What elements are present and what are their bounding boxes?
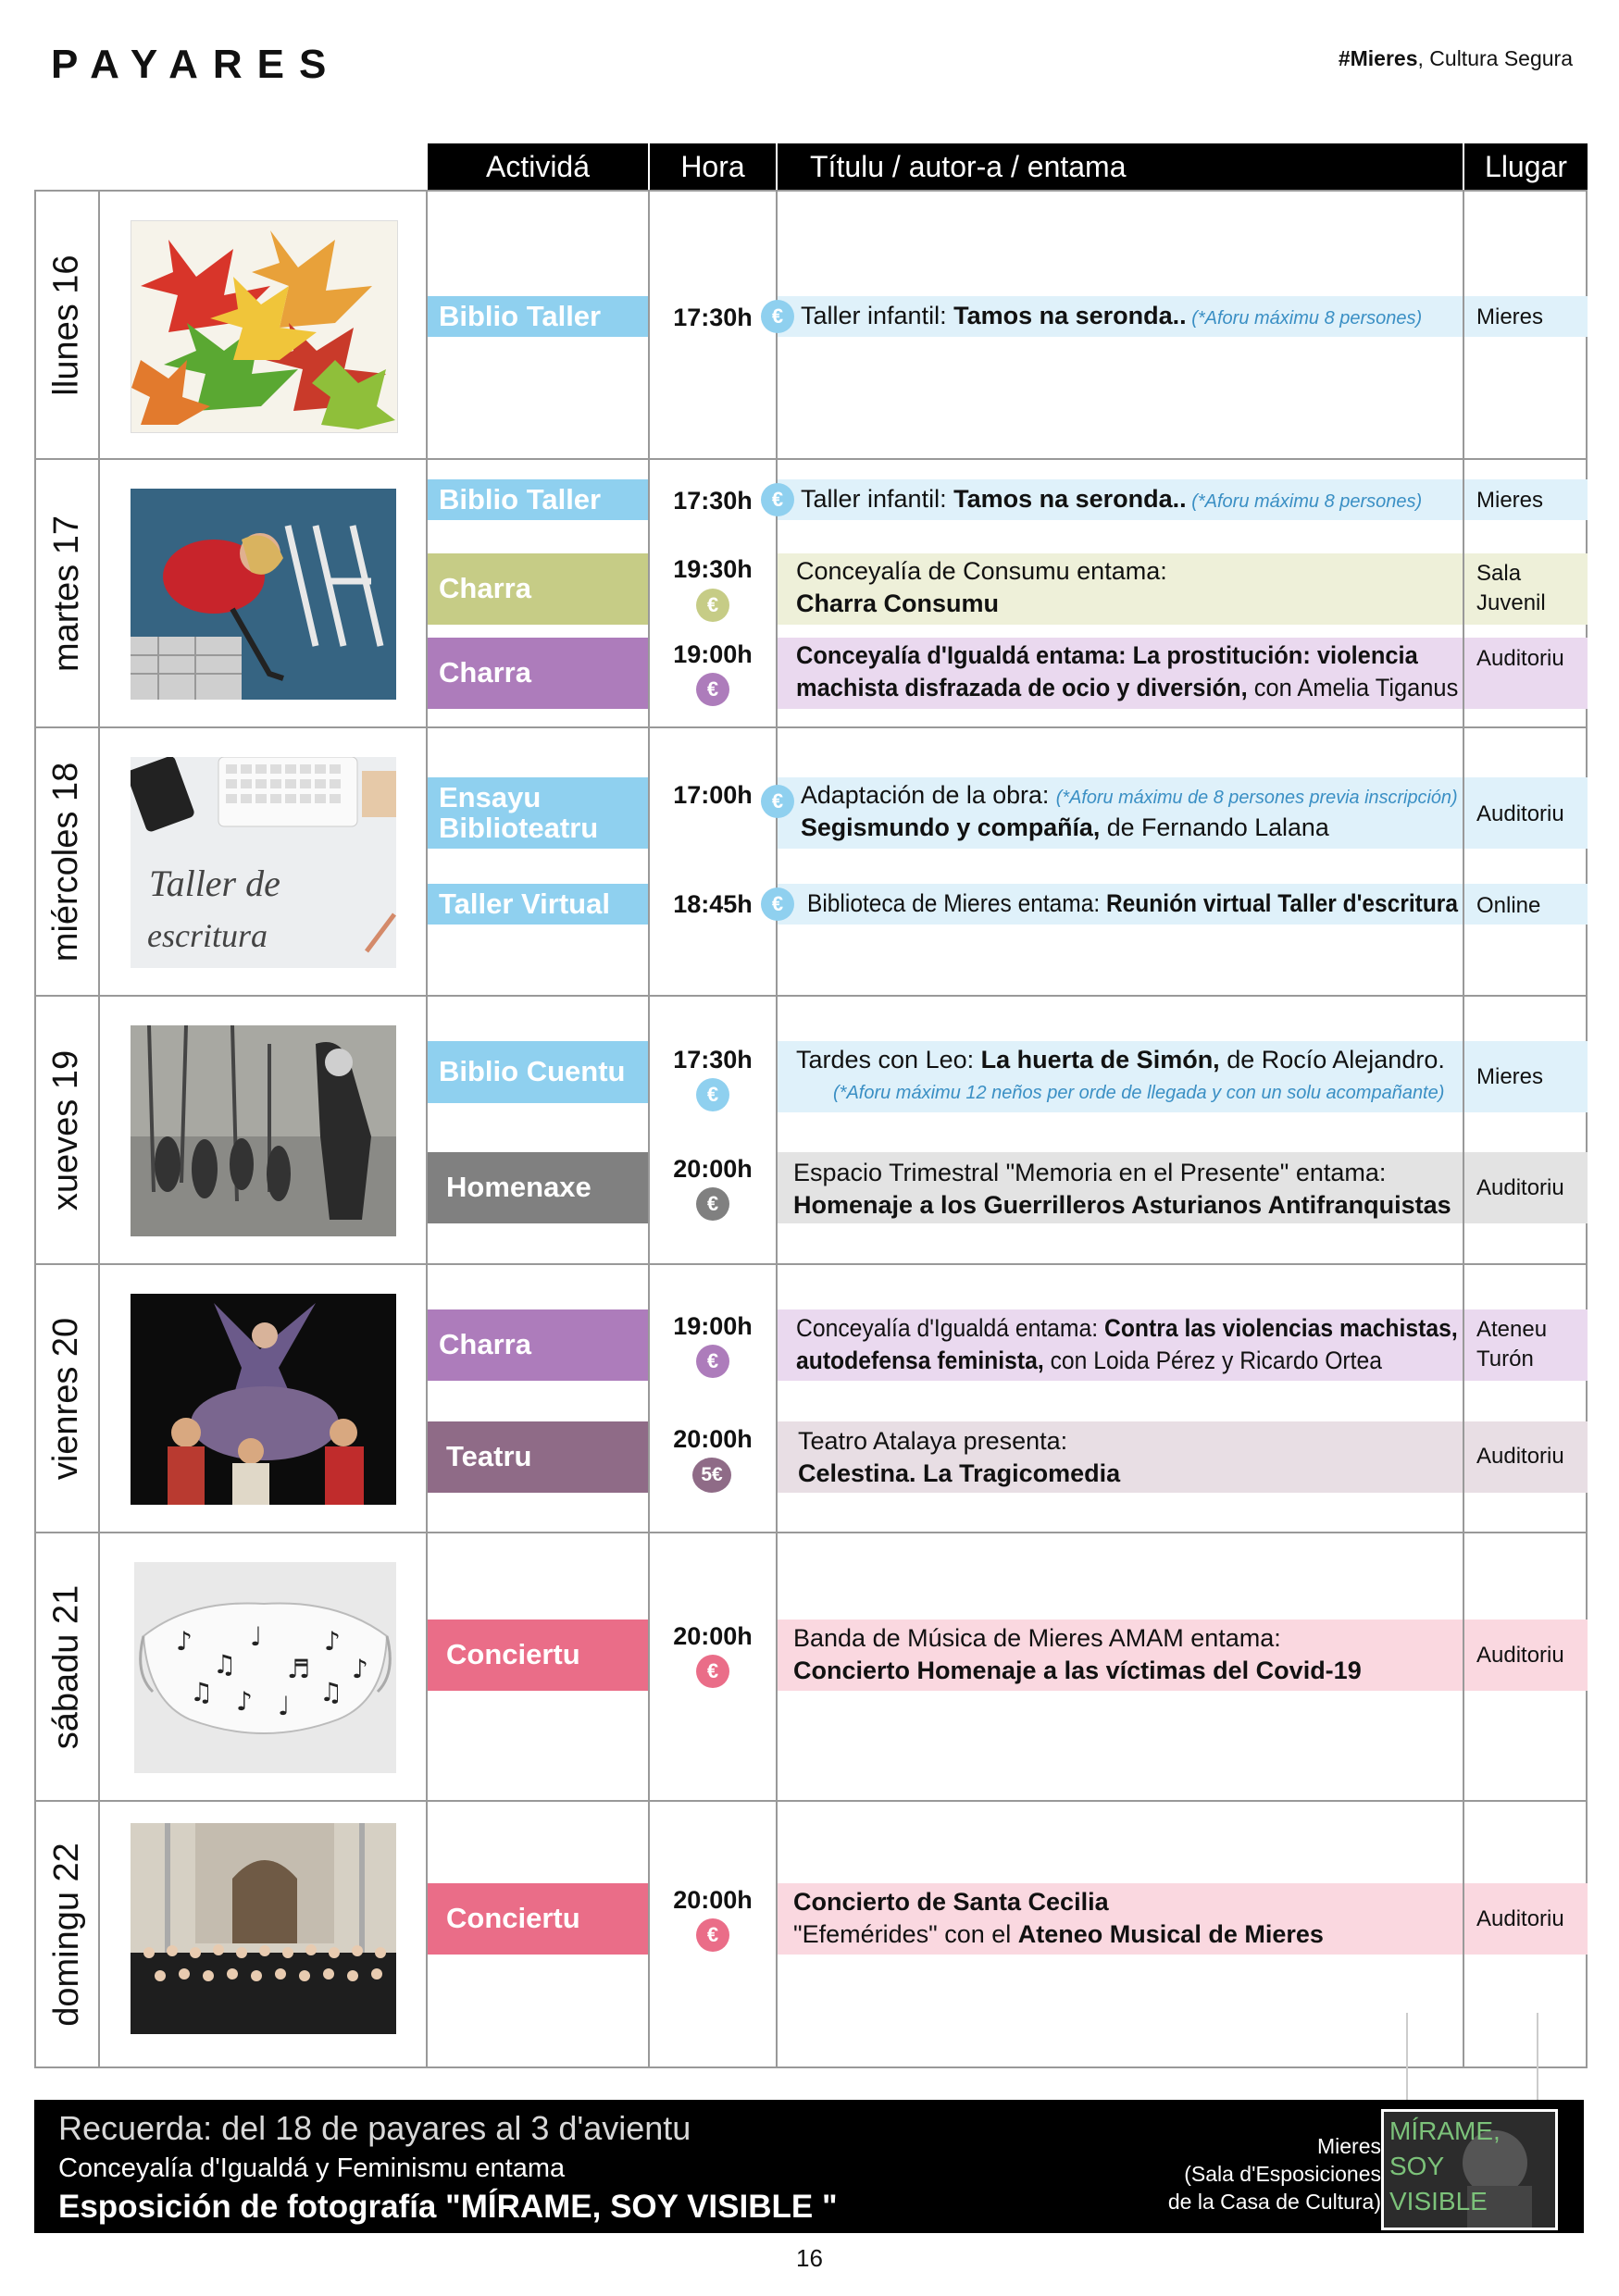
day-label: xueves 19	[46, 1049, 86, 1210]
grid-line	[34, 458, 1588, 460]
event-place: Auditoriu	[1476, 646, 1564, 671]
column-header-title: Títulu / autor-a / entama	[778, 143, 1463, 190]
svg-text:♪: ♪	[352, 1654, 368, 1684]
free-icon: €	[696, 1345, 729, 1378]
grid-line	[34, 995, 1588, 997]
event-title: Adaptación de la obra: (*Aforu máximu de 8 persones previa inscripción) Segismundo y compañía, de Fernando Lalana	[801, 781, 1458, 842]
day-label: domingu 22	[46, 1842, 86, 2027]
event-time: 20:00h	[673, 1425, 753, 1453]
price-icon: 5€	[692, 1458, 731, 1493]
grid-line	[34, 726, 1588, 728]
tagline-text: , Cultura Segura	[1417, 46, 1573, 70]
day-label: vienres 20	[46, 1317, 86, 1480]
event-title: Conceyalía d'Igualdá entama: La prostitución: violencia machista disfrazada de ocio y diversión, con Amelia Tiganus	[796, 641, 1459, 702]
grid-line	[34, 1532, 1588, 1533]
footer-dates: Recuerda: del 18 de payares al 3 d'avientu	[58, 2109, 691, 2147]
column-header-time: Hora	[650, 143, 776, 190]
grid-line	[1586, 190, 1588, 2066]
grid-line	[34, 1263, 1588, 1265]
footer-exhibition-title: Esposición de fotografía "MÍRAME, SOY VISIBLE "	[58, 2189, 838, 2225]
event-time: 19:00h	[673, 640, 753, 668]
event-time: 18:45h	[673, 890, 753, 918]
free-icon: €	[761, 785, 794, 818]
page-number: 16	[796, 2244, 823, 2272]
event-place: Auditoriu	[1476, 1175, 1564, 1200]
grid-line	[1463, 190, 1464, 2066]
poster-text-3: VISIBLE	[1389, 2187, 1488, 2215]
event-place: Auditoriu	[1476, 1906, 1564, 1931]
music-mask-image	[134, 1562, 396, 1773]
svg-text:♫: ♫	[213, 1649, 237, 1680]
free-icon: €	[761, 483, 794, 516]
svg-text:♪: ♪	[324, 1626, 341, 1657]
event-place: Auditoriu	[1476, 1643, 1564, 1668]
activity-biblio-cuentu: Biblio Cuentu	[428, 1041, 648, 1103]
free-icon: €	[696, 589, 729, 622]
taller-escritura-image	[131, 757, 396, 968]
event-time: 19:30h	[673, 555, 753, 583]
day-label: martes 17	[46, 515, 86, 672]
event-note: (*Aforu máximu 12 neños per orde de llegada y con un solu acompañante)	[833, 1083, 1445, 1103]
event-place: Auditoriu	[1476, 801, 1564, 826]
event-title: Taller infantil: Tamos na seronda.. (*Aforu máximu 8 persones)	[801, 302, 1423, 329]
event-title: Tardes con Leo: La huerta de Simón, de Rocío Alejandro.	[796, 1046, 1445, 1074]
free-icon: €	[761, 887, 794, 921]
footer-place: Mieres (Sala d'Esposiciones de la Casa de Cultura)	[1167, 2134, 1381, 2214]
grid-line	[34, 1800, 1588, 1802]
event-place: Sala Juvenil	[1476, 561, 1546, 616]
event-time: 17:30h	[673, 304, 753, 331]
svg-text:♩: ♩	[278, 1691, 291, 1721]
event-place: Mieres	[1476, 488, 1544, 513]
taller-image-text-1: Taller de	[149, 863, 280, 904]
free-icon: €	[761, 300, 794, 333]
column-header-place: Llugar	[1464, 143, 1588, 190]
svg-text:♫: ♫	[190, 1677, 214, 1707]
activity-charra: Charra	[428, 553, 648, 625]
event-time: 20:00h	[673, 1155, 753, 1183]
guerrilla-mural-image	[131, 1025, 396, 1236]
free-icon: €	[696, 673, 729, 706]
free-icon: €	[696, 1655, 729, 1688]
event-title: Conceyalía d'Igualdá entama: Contra las violencias machistas, autodefensa feminista, con Loida Pérez y Ricardo Ortea	[796, 1314, 1458, 1375]
taller-image-text-2: escritura	[147, 917, 268, 954]
svg-text:♩: ♩	[250, 1621, 263, 1652]
svg-text:♬: ♬	[287, 1654, 311, 1684]
svg-text:♪: ♪	[236, 1686, 253, 1717]
day-label: llunes 16	[46, 254, 86, 396]
exhibition-poster	[1381, 2109, 1558, 2230]
event-title: Espacio Trimestral "Memoria en el Presente" entama: Homenaje a los Guerrilleros Asturianos Antifranquistas	[793, 1159, 1451, 1220]
activity-ensayu-biblioteatru: Ensayu Biblioteatru	[428, 777, 648, 849]
tagline-hashtag: #Mieres	[1338, 46, 1418, 70]
column-header-activity: Actividá	[428, 143, 648, 190]
event-place: Ateneu Turón	[1476, 1317, 1548, 1372]
event-title: Concierto de Santa Cecilia "Efemérides" con el Ateneo Musical de Mieres	[793, 1888, 1324, 1949]
footer-banner	[34, 2100, 1584, 2233]
autumn-leaves-image	[131, 220, 398, 433]
theatre-stage-image	[131, 1294, 396, 1505]
day-label: miércoles 18	[46, 762, 86, 962]
activity-taller-virtual: Taller Virtual	[428, 884, 648, 925]
poster-text-2: SOY	[1389, 2152, 1445, 2180]
free-icon: €	[696, 1078, 729, 1111]
event-place: Mieres	[1476, 304, 1544, 329]
event-time: 17:30h	[673, 1046, 753, 1074]
activity-charra: Charra	[428, 638, 648, 709]
grid-line	[34, 2066, 1588, 2068]
event-place: Online	[1476, 893, 1541, 918]
activity-charra: Charra	[428, 1309, 648, 1381]
activity-conciertu: Conciertu	[428, 1620, 648, 1691]
poster-text-1: MÍRAME,	[1389, 2116, 1501, 2145]
event-place: Auditoriu	[1476, 1444, 1564, 1469]
month-title: PAYARES	[51, 42, 342, 87]
grid-line	[426, 190, 428, 2066]
tagline	[1339, 46, 1573, 71]
activity-conciertu: Conciertu	[428, 1883, 648, 1955]
woman-graffiti-image	[131, 489, 396, 700]
activity-teatru: Teatru	[428, 1421, 648, 1493]
grid-line	[776, 190, 778, 2066]
event-time: 20:00h	[673, 1886, 753, 1914]
svg-text:♪: ♪	[176, 1626, 193, 1657]
event-title: Conceyalía de Consumu entama: Charra Consumu	[796, 557, 1167, 618]
event-time: 17:00h	[673, 781, 753, 809]
event-place: Mieres	[1476, 1064, 1544, 1089]
event-time: 20:00h	[673, 1622, 753, 1650]
event-time: 17:30h	[673, 487, 753, 515]
activity-homenaxe: Homenaxe	[428, 1152, 648, 1223]
free-icon: €	[696, 1918, 729, 1952]
footer-organizer: Conceyalía d'Igualdá y Feminismu entama	[58, 2153, 566, 2183]
activity-biblio-taller: Biblio Taller	[428, 479, 648, 520]
event-title: Biblioteca de Mieres entama: Reunión virtual Taller d'escritura	[807, 889, 1458, 917]
event-title: Teatro Atalaya presenta: Celestina. La Tragicomedia	[798, 1427, 1121, 1488]
event-time: 19:00h	[673, 1312, 753, 1340]
free-icon: €	[696, 1187, 729, 1221]
grid-line	[34, 190, 1588, 192]
activity-biblio-taller: Biblio Taller	[428, 296, 648, 337]
orchestra-church-image	[131, 1823, 396, 2034]
day-label: sábadu 21	[46, 1584, 86, 1749]
svg-text:♫: ♫	[319, 1677, 343, 1707]
grid-line	[648, 190, 650, 2066]
event-title: Banda de Música de Mieres AMAM entama: Concierto Homenaje a las víctimas del Covid-19	[793, 1624, 1362, 1685]
event-title: Taller infantil: Tamos na seronda.. (*Aforu máximu 8 persones)	[801, 485, 1423, 513]
